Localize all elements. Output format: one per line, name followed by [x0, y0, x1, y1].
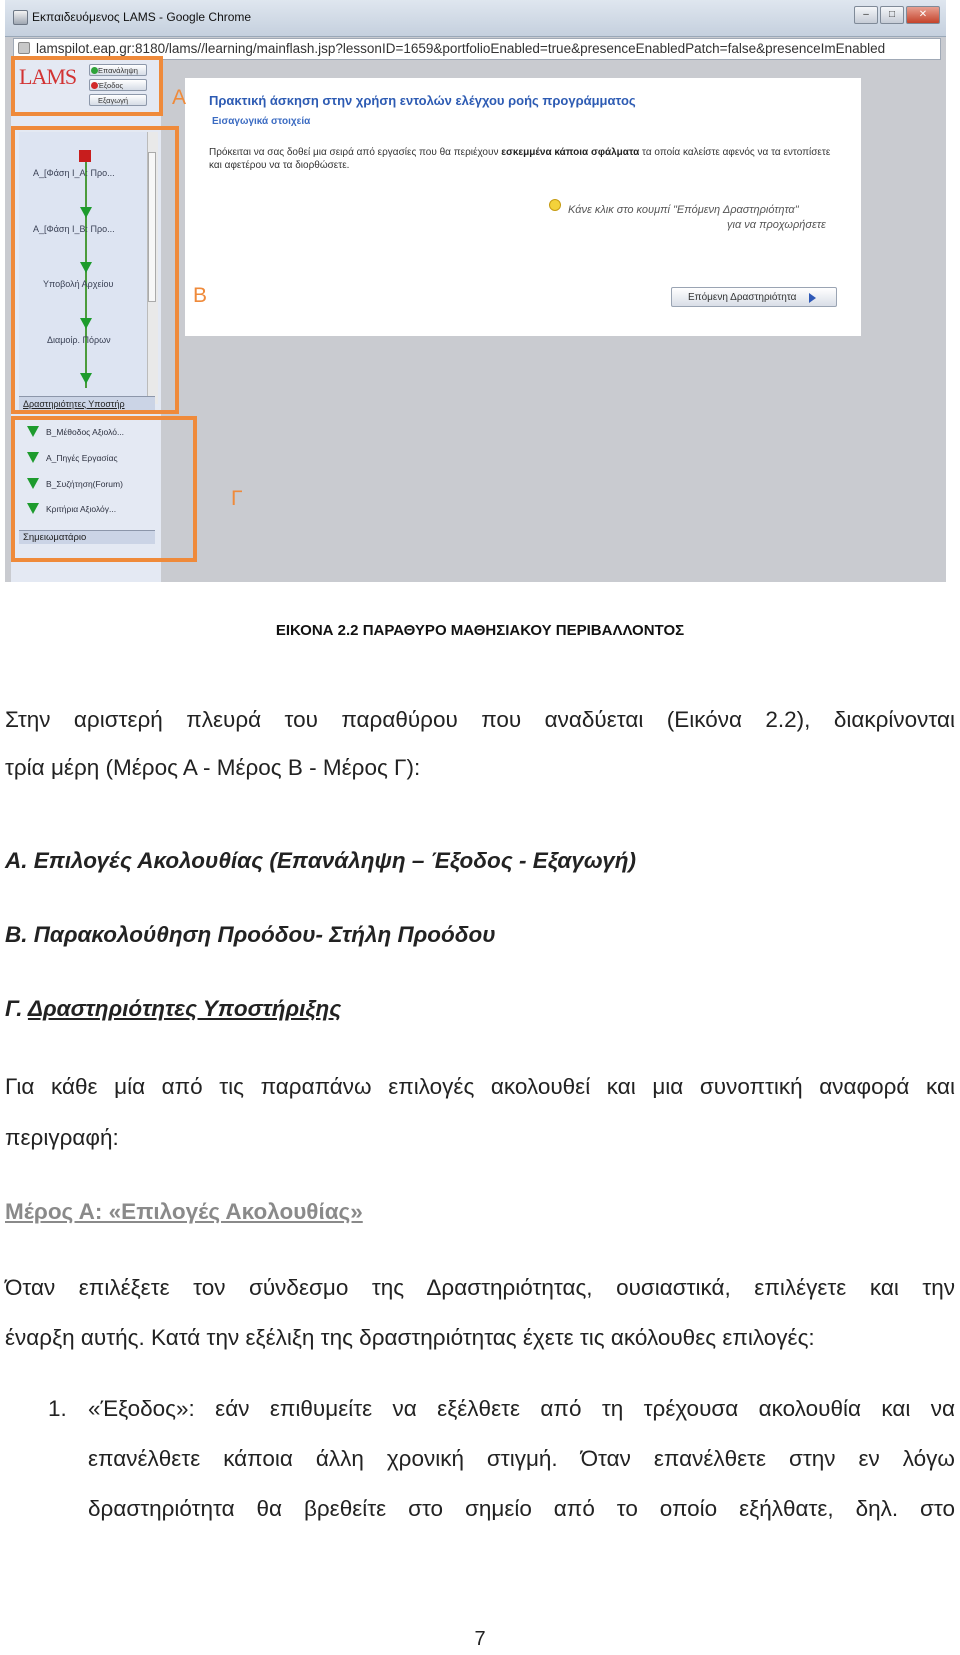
page-icon	[18, 42, 30, 54]
notebook-header[interactable]: Σημειωματάριο	[19, 530, 155, 544]
exit-label: Έξοδος	[98, 81, 124, 90]
hint-line-1: Κάνε κλικ στο κουμπί "Επόμενη Δραστηριότητα"	[568, 204, 799, 216]
export-label: Εξαγωγή	[98, 96, 129, 105]
support-item-4[interactable]: Κριτήρια Αξιολόγ...	[46, 504, 117, 514]
progress-item-4[interactable]: Διαμοίρ. Πόρων	[47, 335, 111, 345]
activity-subtitle: Εισαγωγικά στοιχεία	[212, 116, 311, 127]
support-item-3[interactable]: B_Συζήτηση(Forum)	[46, 479, 123, 489]
progress-item-1[interactable]: A_[Φάση Ι_Α: Προ...	[33, 168, 115, 178]
region-c-label: Γ	[231, 487, 243, 510]
list-number: 1.	[48, 1396, 67, 1421]
paragraph-2-line-1: Όταν επιλέξετε τον σύνδεσμο της Δραστηριότητας, ουσιαστικά, επιλέγετε και την	[5, 1275, 955, 1300]
window-controls	[854, 6, 940, 24]
activity-text-part: τα οποία καλείστε αφενός να τα εντοπίσετε και αφετέρου να τα διορθώσετε.	[209, 147, 831, 171]
item-a: Α. Επιλογές Ακολουθίας (Επανάληψη – Έξοδος - Εξαγωγή)	[5, 848, 636, 873]
next-activity-label: Επόμενη Δραστηριότητα	[688, 292, 797, 303]
list-line-2: επανέλθετε κάποια άλλη χρονική στιγμή. Όταν επανέλθετε στην εν λόγω	[88, 1446, 955, 1471]
list-line-1: «Έξοδος»: εάν επιθυμείτε να εξέλθετε από τη τρέχουσα ακολουθία και να	[88, 1396, 955, 1421]
list-line-3: δραστηριότητα θα βρεθείτε στο σημείο από το οποίο εξήλθατε, δηλ. στο	[88, 1496, 955, 1521]
support-item-2[interactable]: A_Πηγές Εργασίας	[46, 453, 118, 463]
paragraph-2-line-2: έναρξη αυτής. Κατά την εξέλιξη της δραστηριότητας έχετε τις ακόλουθες επιλογές:	[5, 1325, 815, 1350]
activity-text-bold: εσκεμμένα κάποια σφάλματα	[501, 147, 640, 158]
activity-text-part: Πρόκειται να σας δοθεί μια σειρά από εργασίες που θα περιέχουν	[209, 147, 502, 158]
region-a-label: A	[172, 86, 187, 109]
address-text: lamspilot.eap.gr:8180/lams//learning/mainflash.jsp?lessonID=1659&portfolioEnabled=true&presenceEnabledPatch=false&presenceImEnabled	[36, 41, 886, 56]
repeat-label: Επανάληψη	[98, 66, 138, 75]
progress-item-3[interactable]: Υποβολή Αρχείου	[43, 279, 114, 289]
item-c	[5, 996, 341, 1022]
next-activity-button[interactable]	[671, 287, 837, 307]
support-activities-title: Δραστηριότητες Υποστήρ	[23, 399, 125, 409]
hint-line-2: για να προχωρήσετε	[727, 219, 826, 231]
intro-line-2: τρία μέρη (Μέρος Α - Μέρος Β - Μέρος Γ):	[5, 755, 421, 780]
lams-logo-text: LAMS	[19, 64, 77, 89]
activity-description	[209, 146, 839, 172]
lightbulb-icon	[549, 199, 561, 211]
section-heading: Μέρος Α: «Επιλογές Ακολουθίας»	[5, 1199, 363, 1224]
close-icon[interactable]: ✕	[906, 6, 940, 24]
play-arrow-icon	[809, 293, 816, 303]
description-line-1: Για κάθε μία από τις παραπάνω επιλογές ακολουθεί και μια συνοπτική αναφορά και	[5, 1074, 955, 1099]
description-line-2: περιγραφή:	[5, 1125, 119, 1150]
item-c-prefix: Γ.	[5, 996, 28, 1021]
intro-line-1: Στην αριστερή πλευρά του παραθύρου που αναδύεται (Εικόνα 2.2), διακρίνονται	[5, 707, 955, 732]
page-number: 7	[474, 1628, 486, 1650]
support-item-1[interactable]: B_Μέθοδος Αξιολό...	[46, 427, 125, 437]
browser-window-title: Εκπαιδευόμενος LAMS - Google Chrome	[32, 10, 252, 24]
item-c-underlined: Δραστηριότητες Υποστήριξης	[27, 996, 342, 1021]
maximize-icon[interactable]: □	[880, 6, 904, 24]
region-b-box	[11, 126, 179, 414]
browser-app-icon	[13, 10, 28, 25]
region-c-box	[11, 416, 197, 562]
item-b: Β. Παρακολούθηση Προόδου- Στήλη Προόδου	[5, 922, 496, 947]
figure-screenshot	[5, 0, 946, 582]
progress-item-2[interactable]: A_[Φάση Ι_Β: Προ...	[33, 224, 115, 234]
region-b-label: B	[193, 284, 208, 307]
activity-title: Πρακτική άσκηση στην χρήση εντολών ελέγχου ροής προγράμματος	[209, 93, 636, 108]
region-a-box	[11, 56, 163, 116]
figure-caption: ΕΙΚΟΝΑ 2.2 ΠΑΡΑΘΥΡΟ ΜΑΘΗΣΙΑΚΟΥ ΠΕΡΙΒΑΛΛΟΝΤΟΣ	[275, 622, 685, 639]
minimize-icon[interactable]: –	[854, 6, 878, 24]
browser-title-bar	[5, 0, 946, 37]
